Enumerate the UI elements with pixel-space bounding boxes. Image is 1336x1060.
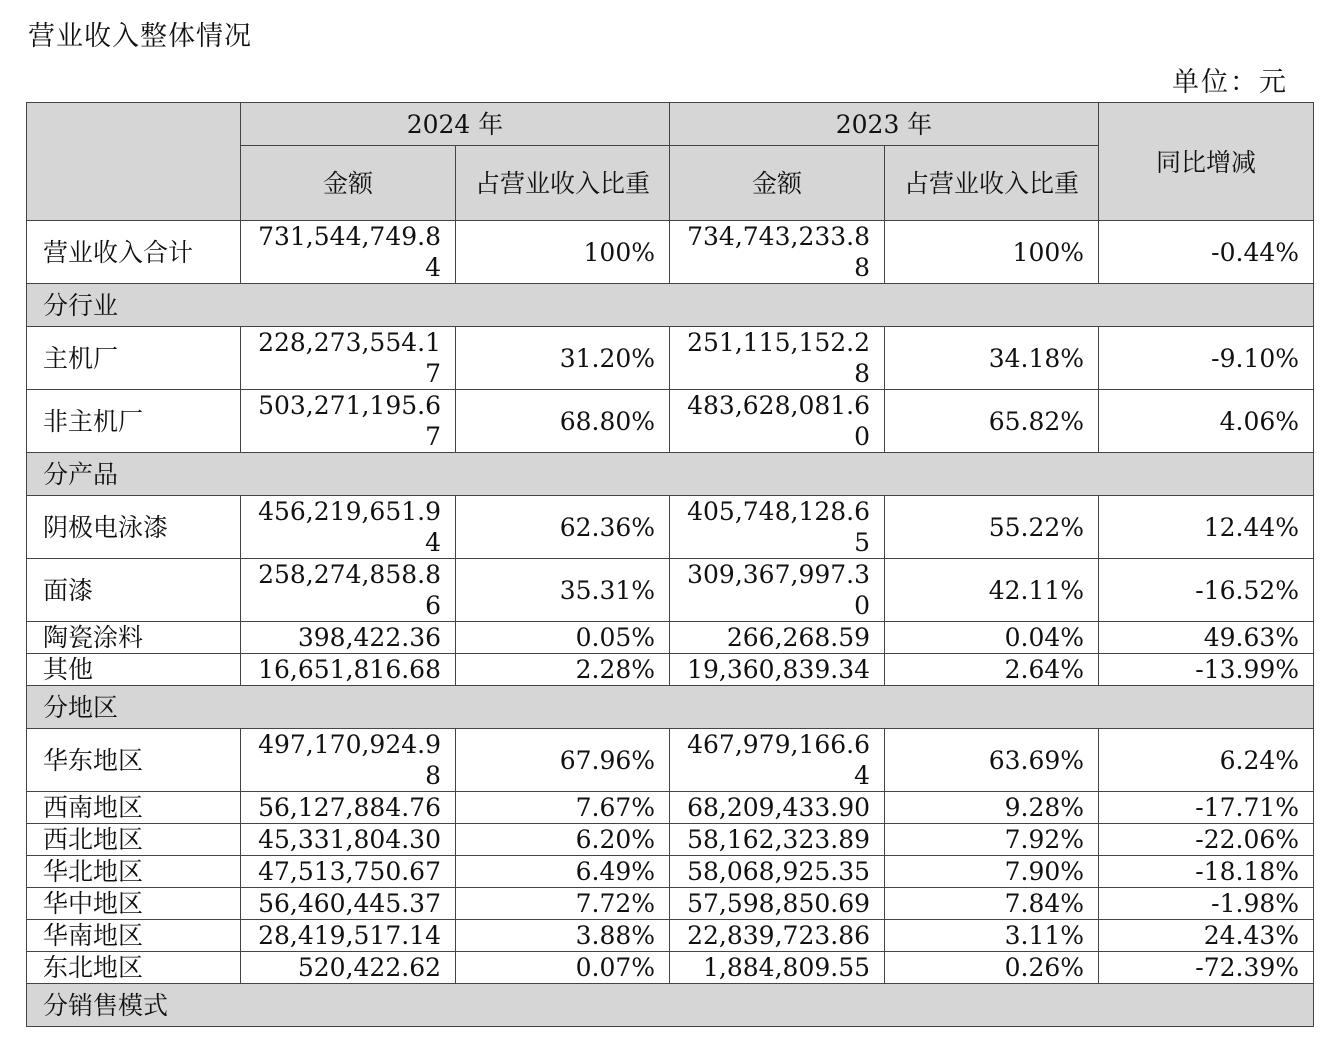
amount-2023-header: 金额 [670, 146, 885, 221]
ratio-2023-cell: 3.11% [885, 920, 1099, 952]
amount-2024-cell: 28,419,517.14 [241, 920, 456, 952]
amount-2024-cell: 45,331,804.30 [241, 824, 456, 856]
section-label: 分产品 [27, 453, 1314, 496]
row-label: 东北地区 [27, 952, 241, 984]
amount-2023-cell: 57,598,850.69 [670, 888, 885, 920]
amount-2024-cell: 456,219,651.94 [241, 496, 456, 559]
ratio-2024-cell: 6.49% [456, 856, 670, 888]
row-label: 西北地区 [27, 824, 241, 856]
ratio-2024-cell: 0.07% [456, 952, 670, 984]
amount-2024-cell: 497,170,924.98 [241, 729, 456, 792]
yoy-cell: 24.43% [1099, 920, 1314, 952]
ratio-2024-cell: 68.80% [456, 390, 670, 453]
yoy-cell: 12.44% [1099, 496, 1314, 559]
section-row [27, 453, 1314, 496]
table-row [27, 952, 1314, 984]
ratio-2024-cell: 67.96% [456, 729, 670, 792]
amount-2023-cell: 1,884,809.55 [670, 952, 885, 984]
amount-2024-cell: 258,274,858.86 [241, 559, 456, 622]
ratio-2024-header: 占营业收入比重 [456, 146, 670, 221]
yoy-cell: -13.99% [1099, 654, 1314, 686]
yoy-cell: -72.39% [1099, 952, 1314, 984]
amount-2023-cell: 483,628,081.60 [670, 390, 885, 453]
ratio-2023-cell: 2.64% [885, 654, 1099, 686]
yoy-cell: -0.44% [1099, 221, 1314, 284]
amount-2024-cell: 47,513,750.67 [241, 856, 456, 888]
amount-2023-cell: 309,367,997.30 [670, 559, 885, 622]
yoy-cell: -9.10% [1099, 327, 1314, 390]
amount-2024-cell: 503,271,195.67 [241, 390, 456, 453]
ratio-2024-cell: 35.31% [456, 559, 670, 622]
section-label: 分行业 [27, 284, 1314, 327]
row-label: 主机厂 [27, 327, 241, 390]
amount-2023-cell: 19,360,839.34 [670, 654, 885, 686]
ratio-2024-cell: 7.72% [456, 888, 670, 920]
amount-2024-header: 金额 [241, 146, 456, 221]
section-row [27, 984, 1314, 1027]
table-row [27, 496, 1314, 559]
table-row [27, 824, 1314, 856]
ratio-2024-cell: 31.20% [456, 327, 670, 390]
row-label: 阴极电泳漆 [27, 496, 241, 559]
year-2023-header: 2023 年 [670, 103, 1099, 146]
amount-2023-cell: 22,839,723.86 [670, 920, 885, 952]
ratio-2023-cell: 63.69% [885, 729, 1099, 792]
section-label: 分地区 [27, 686, 1314, 729]
ratio-2023-cell: 65.82% [885, 390, 1099, 453]
row-label: 华南地区 [27, 920, 241, 952]
yoy-cell: 4.06% [1099, 390, 1314, 453]
yoy-cell: 6.24% [1099, 729, 1314, 792]
amount-2023-cell: 467,979,166.64 [670, 729, 885, 792]
ratio-2023-cell: 9.28% [885, 792, 1099, 824]
ratio-2024-cell: 0.05% [456, 622, 670, 654]
amount-2024-cell: 228,273,554.17 [241, 327, 456, 390]
ratio-2023-cell: 7.84% [885, 888, 1099, 920]
amount-2024-cell: 398,422.36 [241, 622, 456, 654]
yoy-cell: -16.52% [1099, 559, 1314, 622]
table-row [27, 654, 1314, 686]
amount-2023-cell: 266,268.59 [670, 622, 885, 654]
row-label: 其他 [27, 654, 241, 686]
ratio-2023-cell: 55.22% [885, 496, 1099, 559]
row-label: 陶瓷涂料 [27, 622, 241, 654]
row-label: 面漆 [27, 559, 241, 622]
ratio-2023-cell: 7.92% [885, 824, 1099, 856]
ratio-2023-cell: 0.04% [885, 622, 1099, 654]
table-row [27, 390, 1314, 453]
yoy-cell: -17.71% [1099, 792, 1314, 824]
table-row [27, 559, 1314, 622]
section-row [27, 284, 1314, 327]
revenue-table [26, 102, 1314, 1027]
amount-2023-cell: 251,115,152.28 [670, 327, 885, 390]
ratio-2023-cell: 34.18% [885, 327, 1099, 390]
row-label: 华东地区 [27, 729, 241, 792]
yoy-cell: -22.06% [1099, 824, 1314, 856]
ratio-2023-header: 占营业收入比重 [885, 146, 1099, 221]
amount-2024-cell: 731,544,749.84 [241, 221, 456, 284]
yoy-header: 同比增减 [1099, 103, 1314, 221]
section-row [27, 686, 1314, 729]
amount-2024-cell: 56,460,445.37 [241, 888, 456, 920]
yoy-cell: -18.18% [1099, 856, 1314, 888]
corner-header-cell [27, 103, 241, 221]
amount-2023-cell: 58,068,925.35 [670, 856, 885, 888]
ratio-2024-cell: 7.67% [456, 792, 670, 824]
table-row [27, 792, 1314, 824]
unit-label: 单位：元 [1172, 67, 1288, 98]
amount-2024-cell: 56,127,884.76 [241, 792, 456, 824]
row-label: 非主机厂 [27, 390, 241, 453]
ratio-2023-cell: 0.26% [885, 952, 1099, 984]
amount-2023-cell: 68,209,433.90 [670, 792, 885, 824]
table-row [27, 920, 1314, 952]
table-row [27, 327, 1314, 390]
ratio-2024-cell: 100% [456, 221, 670, 284]
amount-2024-cell: 16,651,816.68 [241, 654, 456, 686]
ratio-2023-cell: 100% [885, 221, 1099, 284]
amount-2023-cell: 405,748,128.65 [670, 496, 885, 559]
yoy-cell: 49.63% [1099, 622, 1314, 654]
section-label: 分销售模式 [27, 984, 1314, 1027]
amount-2023-cell: 58,162,323.89 [670, 824, 885, 856]
row-label: 西南地区 [27, 792, 241, 824]
yoy-cell: -1.98% [1099, 888, 1314, 920]
year-2024-header: 2024 年 [241, 103, 670, 146]
ratio-2024-cell: 6.20% [456, 824, 670, 856]
table-row [27, 221, 1314, 284]
ratio-2024-cell: 62.36% [456, 496, 670, 559]
ratio-2024-cell: 2.28% [456, 654, 670, 686]
row-label: 华中地区 [27, 888, 241, 920]
table-row [27, 622, 1314, 654]
ratio-2024-cell: 3.88% [456, 920, 670, 952]
table-row [27, 856, 1314, 888]
amount-2024-cell: 520,422.62 [241, 952, 456, 984]
row-label: 华北地区 [27, 856, 241, 888]
table-row [27, 888, 1314, 920]
page-title: 营业收入整体情况 [28, 21, 252, 52]
ratio-2023-cell: 42.11% [885, 559, 1099, 622]
ratio-2023-cell: 7.90% [885, 856, 1099, 888]
amount-2023-cell: 734,743,233.88 [670, 221, 885, 284]
row-label: 营业收入合计 [27, 221, 241, 284]
table-row [27, 729, 1314, 792]
